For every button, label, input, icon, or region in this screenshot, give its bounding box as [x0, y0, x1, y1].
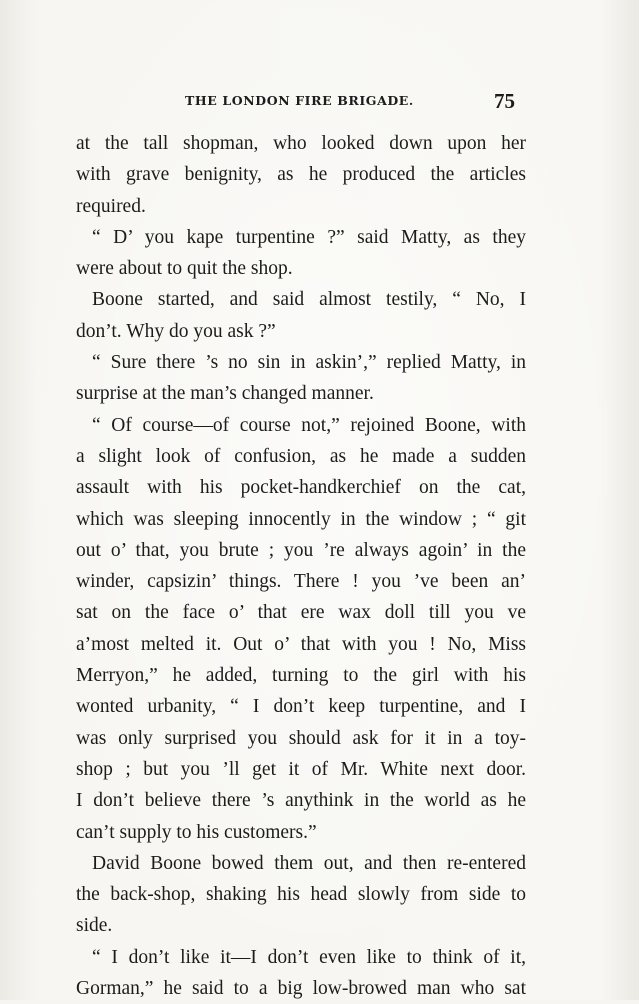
text-line: a slight look of confusion, as he made a sudden	[76, 445, 526, 467]
text-line: “ I don’t like it—I don’t even like to think of it,	[92, 946, 526, 968]
text-line: David Boone bowed them out, and then re-entered	[92, 852, 526, 874]
text-line: wonted urbanity, “ I don’t keep turpentine, and I	[76, 696, 526, 718]
text-line: the back-shop, shaking his head slowly from side to	[76, 884, 526, 906]
text-line: assault with his pocket-handkerchief on the cat,	[76, 477, 526, 499]
text-line: with grave benignity, as he produced the articles	[76, 164, 526, 186]
text-line: Boone started, and said almost testily, “ No, I	[92, 289, 526, 311]
running-head	[0, 89, 639, 113]
text-line: sat on the face o’ that ere wax doll till you ve	[76, 602, 526, 624]
running-title: THE LONDON FIRE BRIGADE.	[185, 93, 414, 108]
page-number: 75	[494, 89, 515, 113]
text-line: I don’t believe there ’s anythink in the world as he	[76, 790, 526, 812]
text-line: shop ; but you ’ll get it of Mr. White next door.	[76, 758, 526, 780]
text-line: Gorman,” he said to a big low-browed man who sat	[76, 978, 526, 1000]
text-line: don’t. Why do you ask ?”	[76, 320, 276, 342]
text-line: side.	[76, 915, 113, 937]
text-line: winder, capsizin’ things. There ! you ’ve been an’	[76, 571, 526, 593]
text-line: at the tall shopman, who looked down upon her	[76, 133, 526, 154]
text-line: a’most melted it. Out o’ that with you ! No, Miss	[76, 633, 526, 655]
text-line: which was sleeping innocently in the window ; “ git	[76, 508, 526, 530]
text-line: out o’ that, you brute ; you ’re always agoin’ in the	[76, 539, 526, 561]
text-line: surprise at the man’s changed manner.	[76, 383, 374, 405]
text-line: “ Of course—of course not,” rejoined Boone, with	[92, 414, 526, 436]
text-line: “ D’ you kape turpentine ?” said Matty, as they	[92, 226, 526, 248]
text-line: were about to quit the shop.	[76, 258, 293, 280]
text-line: Merryon,” he added, turning to the girl with his	[76, 665, 526, 687]
text-line: required.	[76, 195, 146, 217]
body-text	[76, 128, 526, 1004]
text-line: was only surprised you should ask for it in a toy-	[76, 727, 526, 749]
text-line: “ Sure there ’s no sin in askin’,” replied Matty, in	[92, 352, 526, 374]
text-line: can’t supply to his customers.”	[76, 821, 317, 843]
